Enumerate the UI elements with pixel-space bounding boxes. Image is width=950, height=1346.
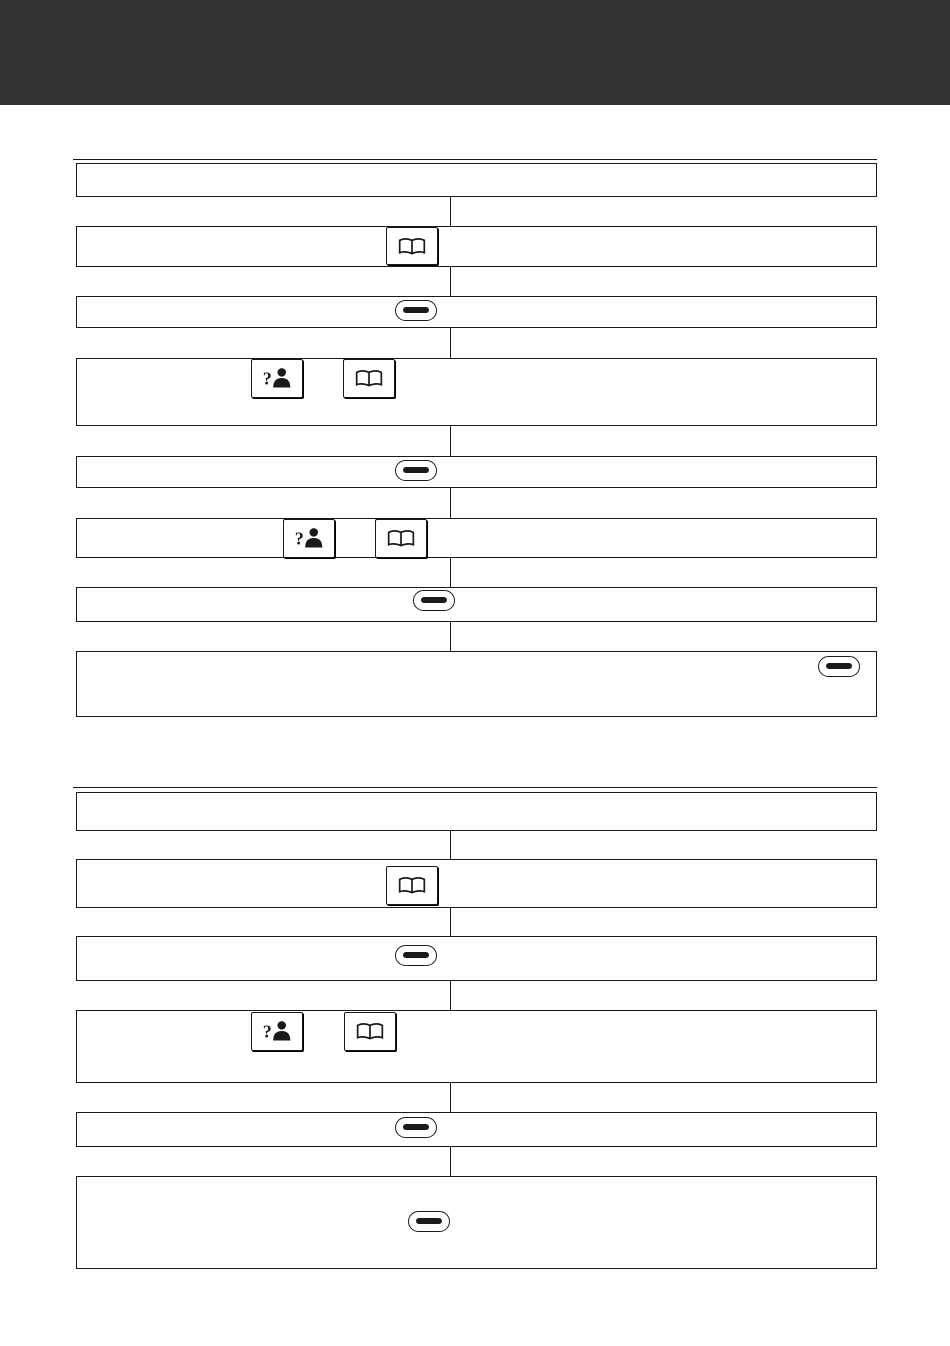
enter-key-icon [395,1117,437,1138]
step-box [76,518,877,558]
book-key-icon [375,519,427,558]
flow-connector [450,426,451,456]
step-box [76,651,877,717]
flow-connector [450,908,451,936]
step-box [76,1112,877,1147]
step-box [76,358,877,426]
step-box [76,936,877,981]
page-header-bar [0,0,950,105]
svg-text:?: ? [294,528,304,549]
book-key-icon [386,227,438,265]
svg-text:?: ? [262,1021,272,1042]
flow-connector [450,1083,451,1112]
enter-key-icon [395,945,437,966]
flow-connector [450,558,451,587]
section-divider [73,787,877,788]
flow-connector [450,831,451,859]
flow-connector [450,1147,451,1176]
step-box [76,1010,877,1083]
enter-key-icon [818,656,860,677]
step-box [76,1176,877,1269]
flow-connector [450,622,451,651]
step-box [76,296,877,328]
flow-connector [450,267,451,296]
enter-key-icon [413,590,455,611]
section-divider [73,159,877,160]
step-box [76,859,877,908]
step-box [76,587,877,622]
enter-key-icon [395,460,437,481]
flow-connector [450,197,451,226]
help-person-key-icon [283,519,335,558]
book-key-icon [344,1012,396,1051]
flow-connector [450,488,451,518]
help-person-key-icon [251,359,303,398]
step-box [76,226,877,267]
book-key-icon [343,359,395,398]
book-key-icon [386,866,438,905]
step-box [76,163,877,197]
help-person-key-icon [251,1012,303,1051]
enter-key-icon [395,300,437,321]
flow-connector [450,981,451,1010]
step-box [76,792,877,831]
svg-text:?: ? [262,368,272,389]
flow-connector [450,328,451,358]
enter-key-icon [408,1211,450,1232]
step-box [76,456,877,488]
